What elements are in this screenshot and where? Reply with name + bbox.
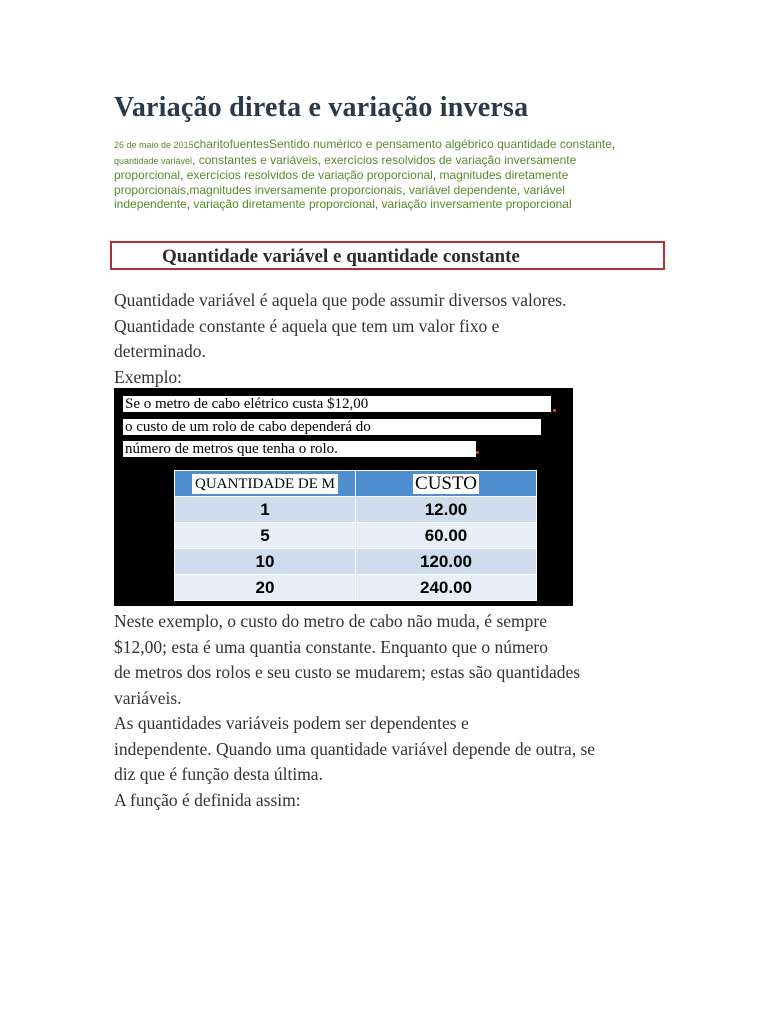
table-cell-quantity: 5 bbox=[175, 523, 356, 549]
table-header-row bbox=[175, 471, 537, 497]
post-category[interactable]: Sentido numérico e pensamento algébrico bbox=[268, 137, 494, 151]
post-meta: 26 de maio de 2015charitofuentesSentido numérico e pensamento algébrico quantidade constante, quantidade variável, constantes e variáveis, exercícios resolvidos de variação inversamente proporcional, exercícios resolvidos de variação proporcional, magnitudes diretamente proporcionais,magnitudes inversamente proporcionais, variável dependente, variável independente, variação diretamente proporcional, variação inversamente proporcional bbox=[114, 137, 616, 212]
table-cell-cost: 12.00 bbox=[356, 497, 537, 523]
table-cell-cost: 60.00 bbox=[356, 523, 537, 549]
table-cell-cost: 240.00 bbox=[356, 575, 537, 601]
example-caption-line: Se o metro de cabo elétrico custa $12,00 bbox=[123, 396, 551, 412]
paragraph-line: As quantidades variáveis podem ser dependentes e bbox=[114, 713, 469, 733]
tag-link[interactable]: magnitudes diretamente proporcionais bbox=[114, 168, 569, 197]
table-cell-quantity: 1 bbox=[175, 497, 356, 523]
paragraph-line: $12,00; esta é uma quantia constante. Enquanto que o número bbox=[114, 636, 548, 657]
paragraph-line: A função é definida assim: bbox=[114, 789, 301, 810]
intro-paragraph bbox=[114, 288, 566, 390]
page-title: Variação direta e variação inversa bbox=[114, 92, 529, 123]
tag-link[interactable]: constantes e variáveis bbox=[198, 152, 318, 167]
paragraph-line: Neste exemplo, o custo do metro de cabo não muda, é sempre bbox=[114, 611, 547, 631]
tag-link[interactable]: variação diretamente proporcional bbox=[193, 197, 375, 212]
table-cell-quantity: 10 bbox=[175, 549, 356, 575]
paragraph-line: Quantidade variável é aquela que pode assumir diversos valores. bbox=[114, 290, 567, 310]
example-image bbox=[114, 388, 573, 606]
tag-link[interactable]: variável dependente bbox=[408, 182, 517, 197]
cost-table bbox=[174, 470, 537, 601]
section-heading: Quantidade variável e quantidade constante bbox=[162, 246, 520, 267]
table-row bbox=[175, 549, 537, 575]
paragraph-line: Exemplo: bbox=[114, 366, 183, 387]
tag-link[interactable]: quantidade constante bbox=[497, 137, 612, 151]
tag-link[interactable]: quantidade variável bbox=[114, 155, 193, 166]
body-paragraph bbox=[114, 609, 595, 813]
decorative-mark bbox=[553, 409, 556, 412]
table-cell-quantity: 20 bbox=[175, 575, 356, 601]
paragraph-line: variáveis. bbox=[114, 687, 182, 708]
column-header-cost: CUSTO bbox=[356, 471, 537, 497]
decorative-mark bbox=[476, 451, 479, 454]
example-caption-line: o custo de um rolo de cabo dependerá do bbox=[123, 419, 541, 435]
paragraph-line: determinado. bbox=[114, 341, 206, 361]
paragraph-line: diz que é função desta última. bbox=[114, 764, 323, 784]
paragraph-line: Quantidade constante é aquela que tem um valor fixo e bbox=[114, 315, 500, 336]
example-caption-line: número de metros que tenha o rolo. bbox=[123, 441, 476, 457]
tag-link[interactable]: magnitudes inversamente proporcionais bbox=[189, 182, 403, 197]
table-row bbox=[175, 523, 537, 549]
column-header-quantity: QUANTIDADE DE M bbox=[175, 471, 356, 497]
tag-link[interactable]: variação inversamente proporcional bbox=[381, 197, 572, 212]
table-row bbox=[175, 575, 537, 601]
paragraph-line: independente. Quando uma quantidade variável depende de outra, se bbox=[114, 738, 596, 759]
table-cell-cost: 120.00 bbox=[356, 549, 537, 575]
table-row bbox=[175, 497, 537, 523]
tag-link[interactable]: exercícios resolvidos de variação inversamente proporcional bbox=[114, 152, 577, 183]
paragraph-line: de metros dos rolos e seu custo se mudarem; estas são quantidades bbox=[114, 662, 581, 682]
post-date[interactable]: 26 de maio de 2015 bbox=[114, 140, 194, 150]
tag-link[interactable]: exercícios resolvidos de variação proporcional bbox=[186, 168, 433, 183]
tag-link[interactable]: variável independente bbox=[114, 182, 565, 212]
section-heading-box bbox=[110, 241, 665, 270]
post-author[interactable]: charitofuentes bbox=[193, 137, 269, 151]
